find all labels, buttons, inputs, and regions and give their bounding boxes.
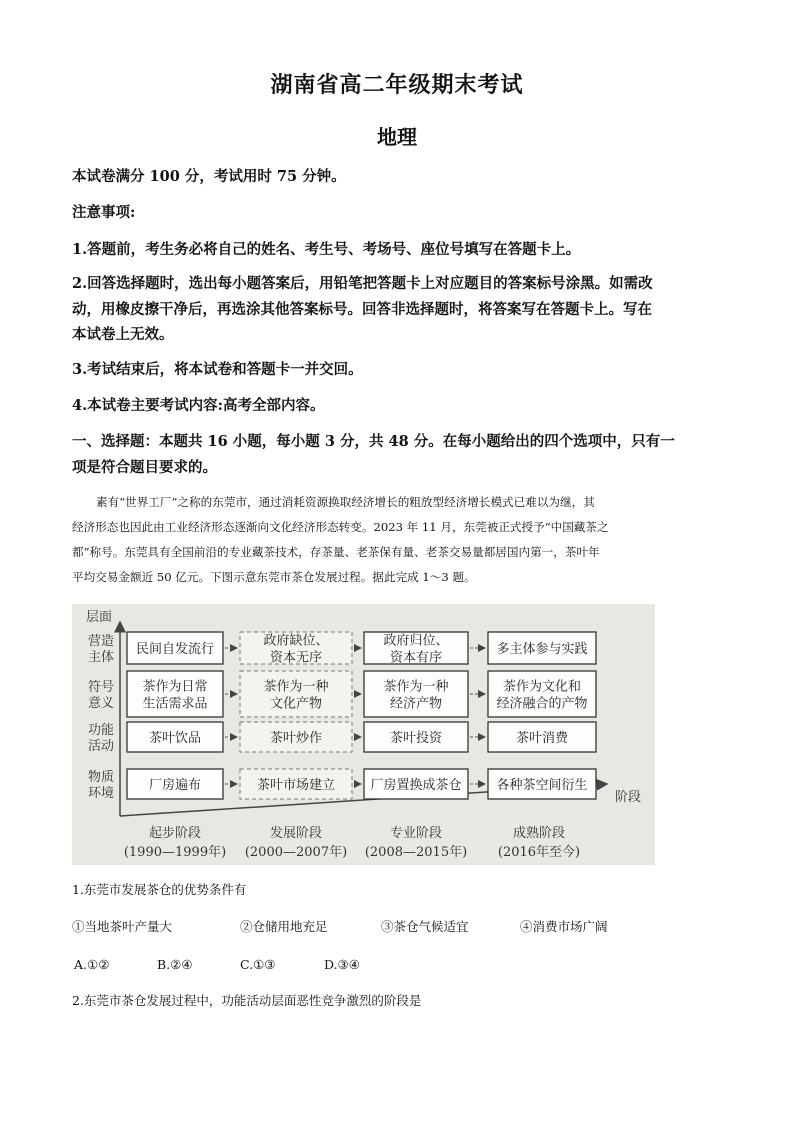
note-3: 3.考试结束后，将本试卷和答题卡一并交回。 [72,361,363,378]
passage-line-3: 都”称号。东莞具有全国前沿的专业藏茶技术，存茶量、老茶保有量、老茶交易量都居国内第一，茶叶年 [72,545,600,559]
passage-line-1: 素有“世界工厂”之称的东莞市，通过消耗资源换取经济增长的粗放型经济增长模式已难以为继，其 [96,495,595,509]
cell-text-r1-c1-1: 文化产物 [269,696,323,712]
x-axis-label: 阶段 [615,790,642,805]
exam-title: 湖南省高二年级期末考试 [270,72,524,98]
passage-line-2: 经济形态也因此由工业经济形态逐渐向文化经济形态转变。2023 年 11 月，东莞被正式授予“中国藏茶之 [72,520,609,534]
q1-option-d: D.③④ [324,957,360,972]
q1-item-1: ①当地茶叶产量大 [72,919,173,934]
row-label-0-line-2: 主体 [88,650,115,665]
cell-text-r1-c2-0: 茶作为一种 [383,679,449,695]
figure-diagram [72,604,655,865]
cell-text-r3-c1-0: 茶叶市场建立 [256,778,336,793]
passage-line-4: 平均交易金额近 50 亿元。下图示意东莞市茶仓发展过程。据此完成 1～3 题。 [72,570,476,584]
stage-years-2: (2008—2015年) [364,845,468,860]
score-line: 本试卷满分 100 分，考试用时 75 分钟。 [72,168,346,185]
cell-text-r0-c1-0: 政府缺位、 [263,633,329,649]
question-1-stem: 1.东莞市发展茶仓的优势条件有 [72,882,247,897]
q1-option-a: A.①② [74,957,110,972]
cell-text-r0-c2-0: 政府归位、 [383,633,449,649]
q1-option-b: B.②④ [157,957,193,972]
section-heading-line-2: 项是符合题目要求的。 [72,459,217,476]
section-heading-line-1: 一、选择题：本题共 16 小题，每小题 3 分，共 48 分。在每小题给出的四个选项中，只有一 [72,433,675,450]
stage-name-1: 发展阶段 [269,826,323,841]
row-label-2-line-2: 活动 [88,739,115,754]
stage-years-3: (2016年至今) [497,845,581,860]
question-2-stem: 2.东莞市茶仓发展过程中，功能活动层面恶性竞争激烈的阶段是 [72,993,422,1008]
row-label-1-line-2: 意义 [88,696,115,711]
row-label-3-line-2: 环境 [88,786,115,801]
cell-text-r1-c0-1: 生活需求品 [142,696,208,712]
stage-years-0: (1990—1999年) [123,845,227,860]
notice-title: 注意事项: [72,204,136,221]
cell-text-r1-c0-0: 茶作为日常 [142,679,208,695]
stage-name-0: 起步阶段 [148,826,202,841]
stage-name-3: 成熟阶段 [512,826,566,841]
q1-item-2: ②仓储用地充足 [240,919,328,934]
note-4: 4.本试卷主要考试内容:高考全部内容。 [72,397,325,414]
cell-text-r0-c2-1: 资本有序 [389,650,443,666]
cell-text-r0-c1-1: 资本无序 [269,650,323,666]
q1-option-c: C.①③ [240,957,276,972]
subject-title: 地理 [377,125,417,149]
cell-text-r3-c3-0: 各种茶空间衍生 [496,778,588,793]
q1-item-3: ③茶仓气候适宜 [381,919,469,934]
stage-name-2: 专业阶段 [389,826,443,841]
q1-item-4: ④消费市场广阔 [520,919,608,934]
cell-text-r2-c2-0: 茶叶投资 [389,731,443,746]
cell-text-r0-c0-0: 民间自发流行 [135,642,215,657]
cell-text-r1-c1-0: 茶作为一种 [263,679,329,695]
row-label-0-line-1: 营造 [88,634,115,649]
note-2-line-1: 2.回答选择题时，选出每小题答案后，用铅笔把答题卡上对应题目的答案标号涂黑。如需改 [72,275,653,292]
cell-text-r1-c3-0: 茶作为文化和 [502,679,582,695]
cell-text-r2-c3-0: 茶叶消费 [515,731,569,746]
cell-text-r2-c1-0: 茶叶炒作 [269,731,323,746]
row-label-2-line-1: 功能 [88,723,115,738]
note-2-line-3: 本试卷上无效。 [72,326,174,343]
cell-text-r0-c3-0: 多主体参与实践 [496,642,588,657]
stage-years-1: (2000—2007年) [244,845,348,860]
row-label-1-line-1: 符号 [88,680,115,695]
cell-text-r3-c2-0: 厂房置换成茶仓 [370,778,462,793]
cell-text-r1-c3-1: 经济融合的产物 [496,696,588,712]
tea-warehouse-figure [72,604,655,865]
y-axis-label: 层面 [86,610,113,625]
row-label-3-line-1: 物质 [88,770,115,785]
note-1: 1.答题前，考生务必将自己的姓名、考生号、考场号、座位号填写在答题卡上。 [72,241,581,258]
cell-text-r2-c0-0: 茶叶饮品 [148,731,202,746]
cell-text-r1-c2-1: 经济产物 [389,696,443,712]
note-2-line-2: 动，用橡皮擦干净后，再选涂其他答案标号。回答非选择题时，将答案写在答题卡上。写在 [72,301,652,318]
cell-text-r3-c0-0: 厂房遍布 [148,778,202,793]
